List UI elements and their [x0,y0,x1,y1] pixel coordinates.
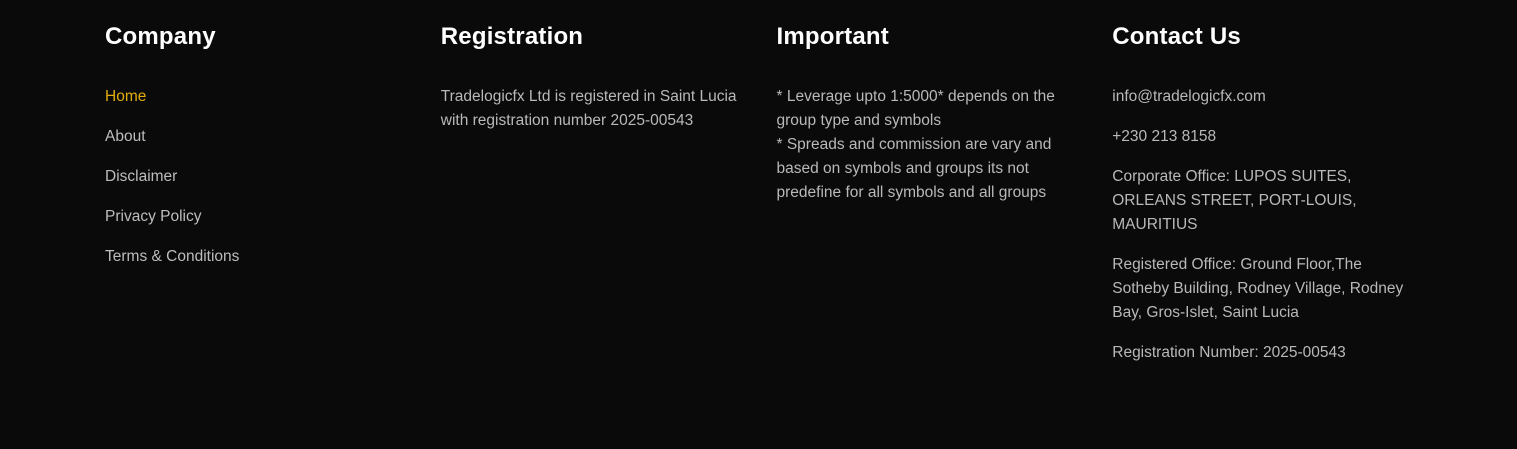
footer-column-important [777,22,1077,449]
important-note-spreads: * Spreads and commission are vary and based on symbols and groups its not predefine for all symbols and all groups [776,136,1052,201]
company-nav-list [105,85,405,269]
footer-column-company [105,22,405,449]
contact-phone-row [1112,125,1412,149]
important-note-leverage: * Leverage upto 1:5000* depends on the group type and symbols [776,88,1055,129]
footer-link-terms-conditions[interactable]: Terms & Conditions [105,248,240,265]
contact-corporate-office: Corporate Office: LUPOS SUITES, ORLEANS STREET, PORT-LOUIS, MAURITIUS [1112,168,1357,233]
footer-link-disclaimer[interactable]: Disclaimer [105,168,178,185]
important-column-title: Important [776,23,889,50]
footer-link-home[interactable]: Home [105,88,147,105]
company-column-title: Company [105,23,216,50]
contact-registered-office: Registered Office: Ground Floor,The Sotheby Building, Rodney Village, Rodney Bay, Gros-Islet, Saint Lucia [1112,256,1404,321]
registration-text: Tradelogicfx Ltd is registered in Saint Lucia with registration number 2025-00543 [440,88,737,129]
footer-link-about[interactable]: About [105,128,146,145]
registration-column-title: Registration [440,23,584,50]
footer-column-contact [1112,22,1412,449]
footer-link-privacy-policy[interactable]: Privacy Policy [105,208,202,225]
contact-phone-link[interactable]: +230 213 8158 [1112,128,1217,145]
contact-registration-number: Registration Number: 2025-00543 [1112,344,1346,361]
important-notes [777,85,1077,205]
footer-column-registration [441,22,741,449]
contact-email-link[interactable]: info@tradelogicfx.com [1112,88,1266,105]
contact-email-row [1112,85,1412,109]
contact-column-title: Contact Us [1112,23,1241,50]
